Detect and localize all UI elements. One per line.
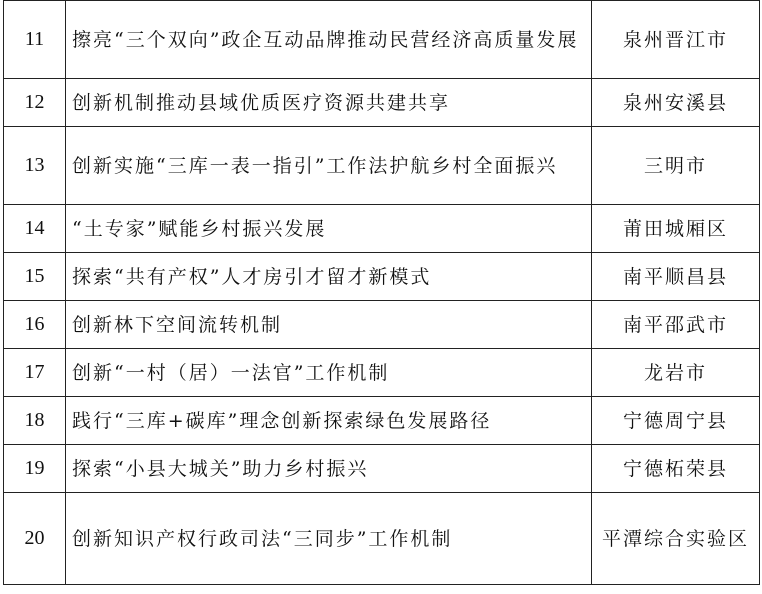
document-page (3, 0, 759, 590)
case-region: 平潭综合实验区 (592, 493, 760, 585)
case-title: 探索“小县大城关”助力乡村振兴 (66, 445, 592, 493)
case-title: 创新“一村（居）一法官”工作机制 (66, 349, 592, 397)
case-title: 创新实施“三库一表一指引”工作法护航乡村全面振兴 (66, 127, 592, 205)
cases-table (3, 0, 760, 585)
row-number: 12 (4, 79, 66, 127)
case-region: 泉州安溪县 (592, 79, 760, 127)
case-title: 践行“三库+碳库”理念创新探索绿色发展路径 (66, 397, 592, 445)
table-row (4, 349, 760, 397)
table-row (4, 253, 760, 301)
row-number: 14 (4, 205, 66, 253)
row-number: 19 (4, 445, 66, 493)
case-title: 探索“共有产权”人才房引才留才新模式 (66, 253, 592, 301)
row-number: 13 (4, 127, 66, 205)
row-number: 18 (4, 397, 66, 445)
case-title: 擦亮“三个双向”政企互动品牌推动民营经济高质量发展 (66, 1, 592, 79)
case-title: 创新知识产权行政司法“三同步”工作机制 (66, 493, 592, 585)
row-number: 16 (4, 301, 66, 349)
case-region: 宁德周宁县 (592, 397, 760, 445)
table-row (4, 301, 760, 349)
case-region: 泉州晋江市 (592, 1, 760, 79)
case-region: 莆田城厢区 (592, 205, 760, 253)
table-row (4, 205, 760, 253)
case-region: 三明市 (592, 127, 760, 205)
case-region: 龙岩市 (592, 349, 760, 397)
case-region: 南平邵武市 (592, 301, 760, 349)
case-title: “土专家”赋能乡村振兴发展 (66, 205, 592, 253)
row-number: 11 (4, 1, 66, 79)
row-number: 15 (4, 253, 66, 301)
table-row (4, 493, 760, 585)
case-region: 宁德柘荣县 (592, 445, 760, 493)
table-row (4, 1, 760, 79)
table-row (4, 445, 760, 493)
row-number: 17 (4, 349, 66, 397)
case-title: 创新林下空间流转机制 (66, 301, 592, 349)
case-region: 南平顺昌县 (592, 253, 760, 301)
table-row (4, 397, 760, 445)
case-title: 创新机制推动县域优质医疗资源共建共享 (66, 79, 592, 127)
table-row (4, 79, 760, 127)
row-number: 20 (4, 493, 66, 585)
table-row (4, 127, 760, 205)
